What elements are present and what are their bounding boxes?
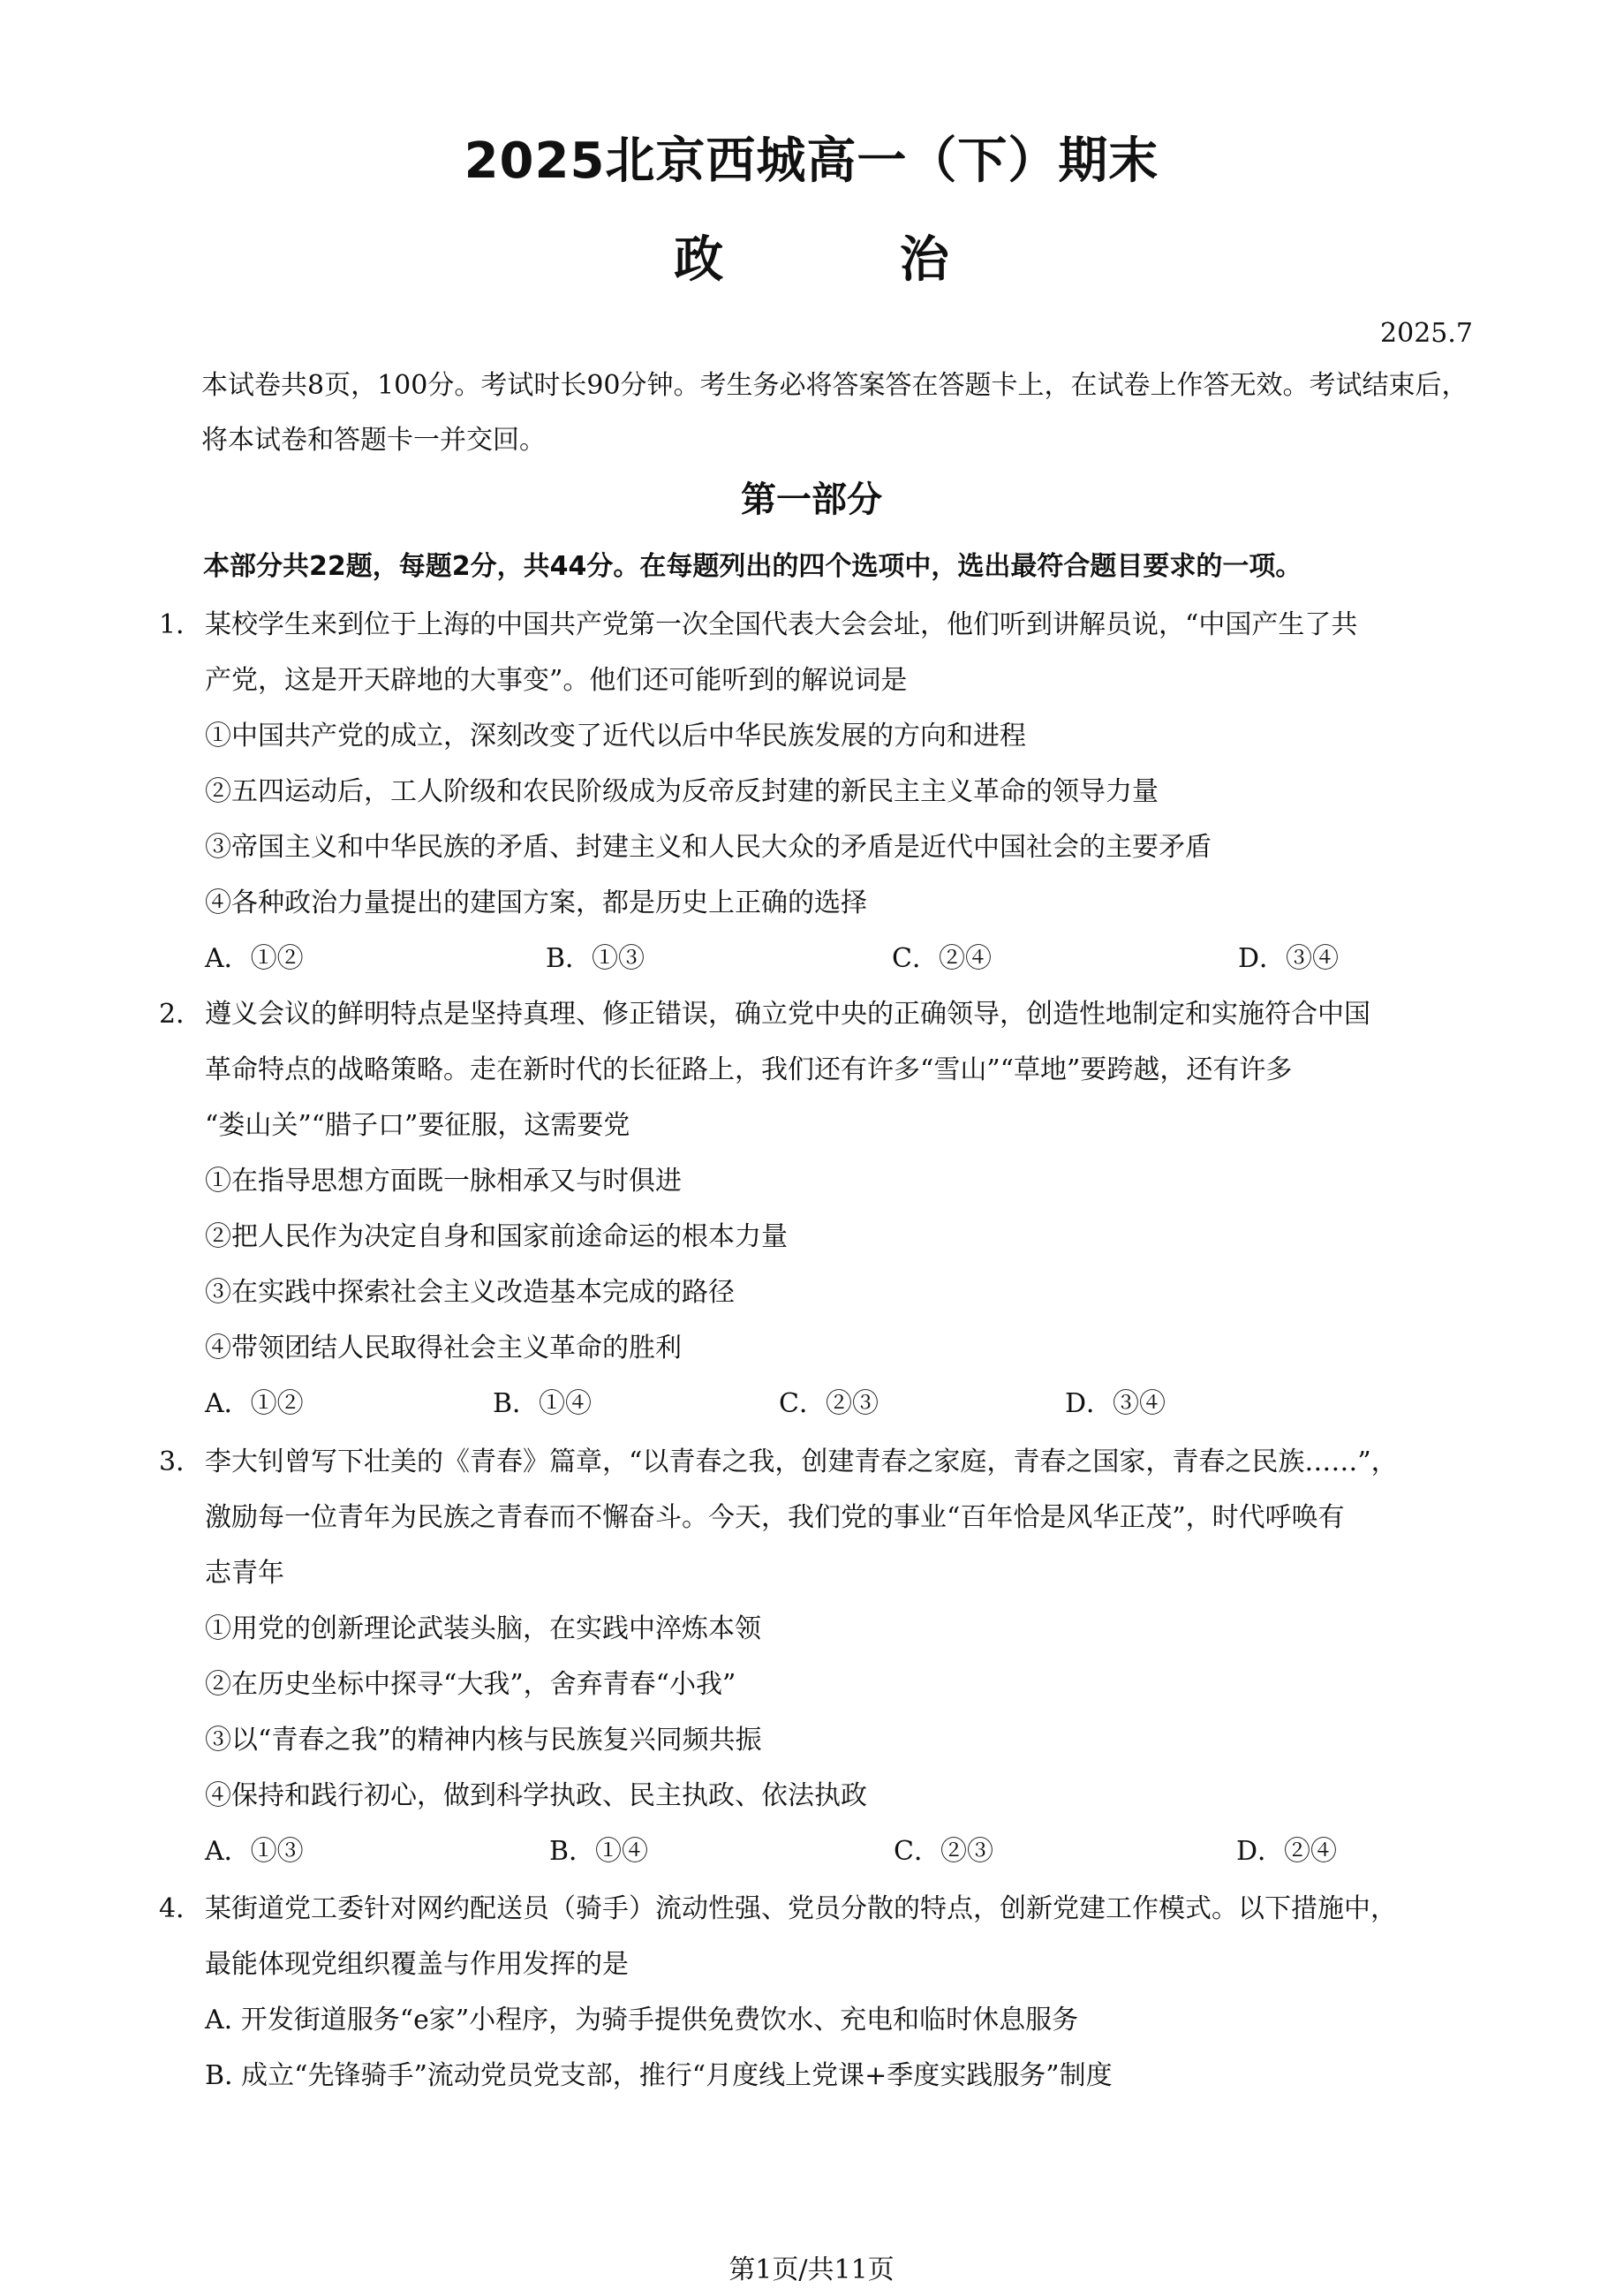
question-4 xyxy=(159,1881,1483,2103)
question-2 xyxy=(159,986,1483,1431)
question-stem-line: 志青年 xyxy=(205,1558,284,1589)
question-stem-line: 最能体现党组织覆盖与作用发挥的是 xyxy=(205,1949,629,1980)
choice-a: A．①③ xyxy=(205,1836,304,1867)
question-stem-line: 某校学生来到位于上海的中国共产党第一次全国代表大会会址，他们听到讲解员说，“中国产生了共 xyxy=(205,609,1358,640)
question-number: 2． xyxy=(159,999,203,1030)
question-3 xyxy=(159,1434,1483,1879)
question-number: 3． xyxy=(159,1446,203,1477)
question-number: 4． xyxy=(159,1893,203,1924)
choice-d: D．②④ xyxy=(1236,1836,1338,1867)
statement-option: ④保持和践行初心，做到科学执政、民主执政、依法执政 xyxy=(205,1780,867,1811)
question-stem-line: 革命特点的战略策略。走在新时代的长征路上，我们还有许多“雪山”“草地”要跨越，还有许多 xyxy=(205,1054,1293,1085)
choice-a: A．①② xyxy=(205,943,304,974)
question-stem-line: 李大钊曾写下壮美的《青春》篇章，“以青春之我，创建青春之家庭，青春之国家，青春之民族……”， xyxy=(205,1446,1398,1477)
choice-b: B．①③ xyxy=(546,943,645,974)
question-stem-line: 遵义会议的鲜明特点是坚持真理、修正错误，确立党中央的正确领导，创造性地制定和实施符合中国 xyxy=(205,999,1370,1030)
choice-d: D．③④ xyxy=(1065,1388,1166,1419)
question-number: 1． xyxy=(159,609,203,640)
statement-option: ③以“青春之我”的精神内核与民族复兴同频共振 xyxy=(205,1725,762,1756)
statement-option: ③在实践中探索社会主义改造基本完成的路径 xyxy=(205,1277,735,1308)
statement-option: ④各种政治力量提出的建国方案，都是历史上正确的选择 xyxy=(205,887,867,918)
question-1 xyxy=(159,597,1483,986)
exam-date: 2025.7 xyxy=(1380,318,1473,349)
choice-c: C．②③ xyxy=(894,1836,993,1867)
answer-choice-b: B. 成立“先锋骑手”流动党员党支部，推行“月度线上党课+季度实践服务”制度 xyxy=(205,2060,1113,2091)
answer-choices xyxy=(205,1376,1483,1431)
question-stem-line: 产党，这是开天辟地的大事变”。他们还可能听到的解说词是 xyxy=(205,665,908,696)
choice-c: C．②③ xyxy=(779,1388,879,1419)
answer-choices xyxy=(205,931,1483,986)
exam-instructions: 本试卷共8页，100分。考试时长90分钟。考生务必将答案答在答题卡上，在试卷上作答无效。考试结束后，将本试卷和答题卡一并交回。 xyxy=(201,370,1468,456)
choice-b: B．①④ xyxy=(549,1836,649,1867)
choice-b: B．①④ xyxy=(493,1388,593,1419)
statement-option: ①用党的创新理论武装头脑，在实践中淬炼本领 xyxy=(205,1613,761,1644)
statement-option: ②在历史坐标中探寻“大我”，舍弃青春“小我” xyxy=(205,1669,736,1700)
statement-option: ②五四运动后，工人阶级和农民阶级成为反帝反封建的新民主主义革命的领导力量 xyxy=(205,776,1159,807)
answer-choice-a: A. 开发街道服务“e家”小程序，为骑手提供免费饮水、充电和临时休息服务 xyxy=(205,2005,1079,2035)
subject-title: 政 治 xyxy=(674,231,1029,289)
question-stem-line: 某街道党工委针对网约配送员（骑手）流动性强、党员分散的特点，创新党建工作模式。以下措施中， xyxy=(205,1893,1397,1924)
exam-title: 2025北京西城高一（下）期末 xyxy=(464,132,1159,190)
statement-option: ④带领团结人民取得社会主义革命的胜利 xyxy=(205,1333,682,1363)
question-stem-line: 激励每一位青年为民族之青春而不懈奋斗。今天，我们党的事业“百年恰是风华正茂”，时代呼唤有 xyxy=(205,1502,1345,1533)
choice-d: D．③④ xyxy=(1238,943,1340,974)
part-title: 第一部分 xyxy=(741,480,882,520)
statement-option: ①中国共产党的成立，深刻改变了近代以后中华民族发展的方向和进程 xyxy=(205,721,1026,751)
part-instructions: 本部分共22题，每题2分，共44分。在每题列出的四个选项中，选出最符合题目要求的一项。 xyxy=(203,551,1302,582)
choice-c: C．②④ xyxy=(892,943,992,974)
statement-option: ③帝国主义和中华民族的矛盾、封建主义和人民大众的矛盾是近代中国社会的主要矛盾 xyxy=(205,832,1212,863)
question-stem-line: “娄山关”“腊子口”要征服，这需要党 xyxy=(205,1110,630,1141)
choice-a: A．①② xyxy=(205,1388,304,1419)
statement-option: ②把人民作为决定自身和国家前途命运的根本力量 xyxy=(205,1221,788,1252)
statement-option: ①在指导思想方面既一脉相承又与时俱进 xyxy=(205,1166,682,1197)
page-number: 第1页/共11页 xyxy=(728,2254,895,2285)
answer-choices xyxy=(205,1824,1483,1879)
